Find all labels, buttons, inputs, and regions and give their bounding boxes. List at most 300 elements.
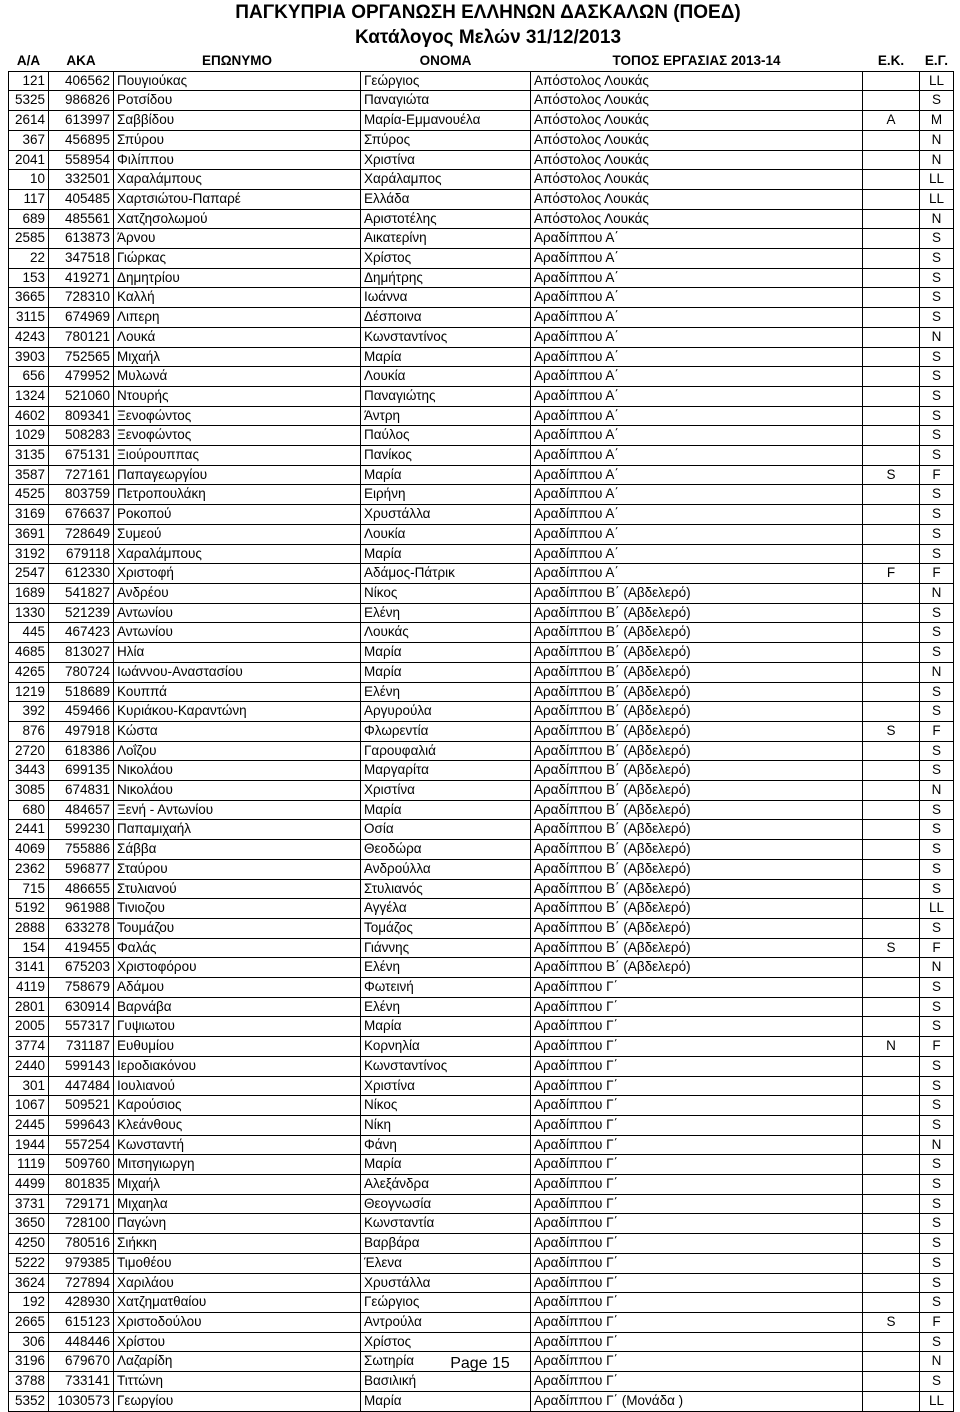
cell-workplace: Αραδίππου Β΄ (Αβδελερό) (531, 721, 863, 741)
table-row (9, 978, 954, 998)
cell-surname: Συμεού (114, 524, 361, 544)
cell-workplace: Αραδίππου Β΄ (Αβδελερό) (531, 840, 863, 860)
cell-aa: 3115 (9, 308, 49, 328)
cell-ek (863, 1391, 920, 1411)
cell-surname: Νικολάου (114, 781, 361, 801)
cell-ek (863, 485, 920, 505)
cell-aa: 3085 (9, 781, 49, 801)
cell-ek: S (863, 721, 920, 741)
cell-aka: 596877 (49, 859, 114, 879)
cell-ek (863, 1135, 920, 1155)
cell-ek (863, 1273, 920, 1293)
table-row (9, 899, 954, 919)
cell-eg: F (920, 564, 954, 584)
cell-name: Λουκάς (361, 623, 531, 643)
cell-aka: 613997 (49, 111, 114, 131)
cell-workplace: Απόστολος Λουκάς (531, 150, 863, 170)
cell-aa: 3192 (9, 544, 49, 564)
cell-aa: 3587 (9, 465, 49, 485)
cell-eg: S (920, 288, 954, 308)
table-row (9, 544, 954, 564)
cell-aa: 1067 (9, 1096, 49, 1116)
cell-ek (863, 1096, 920, 1116)
cell-aka: 486655 (49, 879, 114, 899)
cell-ek: A (863, 111, 920, 131)
cell-surname: Ξενή - Αντωνίου (114, 800, 361, 820)
table-row (9, 1056, 954, 1076)
cell-workplace: Αραδίππου Α΄ (531, 386, 863, 406)
cell-workplace: Αραδίππου Β΄ (Αβδελερό) (531, 741, 863, 761)
cell-workplace: Αραδίππου Α΄ (531, 446, 863, 466)
table-row (9, 268, 954, 288)
cell-ek (863, 859, 920, 879)
cell-name: Ιωάννα (361, 288, 531, 308)
cell-ek (863, 367, 920, 387)
cell-eg: S (920, 367, 954, 387)
cell-aa: 154 (9, 938, 49, 958)
cell-name: Μαρία (361, 465, 531, 485)
cell-eg: S (920, 1115, 954, 1135)
col-header-name: ΟΝΟΜΑ (361, 52, 531, 71)
cell-ek (863, 524, 920, 544)
cell-surname: Πουγιούκας (114, 71, 361, 91)
cell-name: Άντρη (361, 406, 531, 426)
cell-aa: 2041 (9, 150, 49, 170)
cell-ek (863, 327, 920, 347)
cell-eg: M (920, 111, 954, 131)
cell-eg: S (920, 997, 954, 1017)
cell-aka: 674969 (49, 308, 114, 328)
cell-eg: N (920, 150, 954, 170)
cell-workplace: Απόστολος Λουκάς (531, 209, 863, 229)
cell-ek (863, 91, 920, 111)
cell-aka: 557317 (49, 1017, 114, 1037)
cell-aka: 986826 (49, 91, 114, 111)
cell-aka: 728100 (49, 1214, 114, 1234)
cell-aka: 508283 (49, 426, 114, 446)
cell-eg: N (920, 209, 954, 229)
cell-ek (863, 209, 920, 229)
cell-eg: S (920, 268, 954, 288)
cell-workplace: Απόστολος Λουκάς (531, 71, 863, 91)
cell-surname: Χριστοφόρου (114, 958, 361, 978)
cell-name: Ελένη (361, 997, 531, 1017)
cell-aa: 121 (9, 71, 49, 91)
table-row (9, 209, 954, 229)
cell-aka: 428930 (49, 1293, 114, 1313)
cell-aa: 4685 (9, 643, 49, 663)
cell-ek (863, 71, 920, 91)
cell-name: Στυλιανός (361, 879, 531, 899)
cell-aa: 715 (9, 879, 49, 899)
cell-name: Αικατερίνη (361, 229, 531, 249)
table-row (9, 643, 954, 663)
cell-aka: 521239 (49, 603, 114, 623)
cell-surname: Γεωργίου (114, 1391, 361, 1411)
cell-name: Ελένη (361, 958, 531, 978)
cell-surname: Φιλίππου (114, 150, 361, 170)
cell-aa: 4499 (9, 1175, 49, 1195)
cell-surname: Χαραλάμπους (114, 170, 361, 190)
cell-eg: S (920, 741, 954, 761)
cell-aka: 979385 (49, 1253, 114, 1273)
cell-aa: 301 (9, 1076, 49, 1096)
cell-surname: Κυριάκου-Καραντώνη (114, 702, 361, 722)
cell-aa: 5192 (9, 899, 49, 919)
cell-ek (863, 406, 920, 426)
cell-workplace: Αραδίππου Γ΄ (531, 1096, 863, 1116)
cell-workplace: Αραδίππου Α΄ (531, 505, 863, 525)
cell-name: Μαρία-Εμμανουέλα (361, 111, 531, 131)
cell-ek (863, 800, 920, 820)
cell-workplace: Αραδίππου Γ΄ (531, 1135, 863, 1155)
cell-workplace: Απόστολος Λουκάς (531, 130, 863, 150)
cell-ek (863, 249, 920, 269)
cell-surname: Ηλία (114, 643, 361, 663)
cell-eg: S (920, 347, 954, 367)
cell-eg: S (920, 1253, 954, 1273)
cell-eg: LL (920, 189, 954, 209)
table-row (9, 189, 954, 209)
cell-ek (863, 130, 920, 150)
cell-workplace: Αραδίππου Γ΄ (531, 1332, 863, 1352)
cell-surname: Καρούσιος (114, 1096, 361, 1116)
cell-name: Κωνσταντίνος (361, 1056, 531, 1076)
cell-ek (863, 1017, 920, 1037)
cell-workplace: Αραδίππου Α΄ (531, 524, 863, 544)
cell-workplace: Αραδίππου Α΄ (531, 347, 863, 367)
table-row (9, 288, 954, 308)
table-row (9, 91, 954, 111)
cell-ek (863, 189, 920, 209)
cell-surname: Σταύρου (114, 859, 361, 879)
cell-aka: 755886 (49, 840, 114, 860)
cell-ek (863, 1115, 920, 1135)
cell-eg: S (920, 702, 954, 722)
cell-name: Ελένη (361, 603, 531, 623)
cell-name: Μαρία (361, 643, 531, 663)
cell-workplace: Αραδίππου Γ΄ (531, 1076, 863, 1096)
cell-ek (863, 997, 920, 1017)
table-row (9, 958, 954, 978)
page-subtitle: Κατάλογος Μελών 31/12/2013 (354, 27, 622, 48)
table-row (9, 840, 954, 860)
table-row (9, 229, 954, 249)
cell-ek (863, 288, 920, 308)
cell-eg: S (920, 840, 954, 860)
cell-name: Γαρουφαλιά (361, 741, 531, 761)
table-row (9, 308, 954, 328)
cell-surname: Ξενοφώντος (114, 426, 361, 446)
table-row (9, 111, 954, 131)
cell-surname: Σιήκκη (114, 1234, 361, 1254)
cell-workplace: Αραδίππου Β΄ (Αβδελερό) (531, 702, 863, 722)
cell-surname: Πετροπουλάκη (114, 485, 361, 505)
cell-aa: 3774 (9, 1037, 49, 1057)
cell-eg: N (920, 327, 954, 347)
cell-aa: 4069 (9, 840, 49, 860)
cell-ek (863, 1332, 920, 1352)
cell-name: Αριστοτέλης (361, 209, 531, 229)
cell-workplace: Απόστολος Λουκάς (531, 189, 863, 209)
cell-aka: 618386 (49, 741, 114, 761)
table-row (9, 997, 954, 1017)
cell-workplace: Αραδίππου Α΄ (531, 268, 863, 288)
cell-workplace: Απόστολος Λουκάς (531, 111, 863, 131)
col-header-ek: Ε.Κ. (863, 52, 920, 71)
cell-aa: 2888 (9, 918, 49, 938)
cell-name: Αργυρούλα (361, 702, 531, 722)
cell-aa: 3169 (9, 505, 49, 525)
cell-name: Σωτηρία (361, 1352, 531, 1372)
table-row (9, 781, 954, 801)
cell-aka: 459466 (49, 702, 114, 722)
cell-name: Βασιλική (361, 1372, 531, 1392)
cell-surname: Φαλάς (114, 938, 361, 958)
cell-aka: 615123 (49, 1313, 114, 1333)
cell-aka: 419271 (49, 268, 114, 288)
cell-workplace: Αραδίππου Α΄ (531, 249, 863, 269)
cell-eg: S (920, 91, 954, 111)
cell-surname: Γιώρκας (114, 249, 361, 269)
cell-name: Δημήτρης (361, 268, 531, 288)
cell-aka: 679118 (49, 544, 114, 564)
cell-workplace: Αραδίππου Β΄ (Αβδελερό) (531, 800, 863, 820)
table-row (9, 1273, 954, 1293)
cell-aa: 5222 (9, 1253, 49, 1273)
cell-workplace: Αραδίππου Β΄ (Αβδελερό) (531, 899, 863, 919)
cell-workplace: Αραδίππου Γ΄ (531, 1313, 863, 1333)
cell-name: Μαρία (361, 347, 531, 367)
cell-eg: F (920, 1037, 954, 1057)
table-row (9, 406, 954, 426)
cell-ek (863, 170, 920, 190)
table-row (9, 721, 954, 741)
cell-aka: 613873 (49, 229, 114, 249)
cell-aka: 347518 (49, 249, 114, 269)
cell-ek (863, 446, 920, 466)
cell-aka: 612330 (49, 564, 114, 584)
cell-aa: 5352 (9, 1391, 49, 1411)
cell-ek (863, 1076, 920, 1096)
table-row (9, 130, 954, 150)
cell-eg: S (920, 800, 954, 820)
cell-name: Νίκη (361, 1115, 531, 1135)
table-row (9, 1214, 954, 1234)
cell-surname: Χριστοδούλου (114, 1313, 361, 1333)
cell-eg: S (920, 879, 954, 899)
cell-surname: Μιχαήλ (114, 347, 361, 367)
cell-aka: 728310 (49, 288, 114, 308)
cell-workplace: Αραδίππου Α΄ (531, 229, 863, 249)
cell-aka: 447484 (49, 1076, 114, 1096)
cell-name: Φωτεινή (361, 978, 531, 998)
cell-ek (863, 1175, 920, 1195)
cell-aka: 733141 (49, 1372, 114, 1392)
cell-name: Αλεξάνδρα (361, 1175, 531, 1195)
cell-aka: 599143 (49, 1056, 114, 1076)
cell-eg: S (920, 386, 954, 406)
cell-name: Ειρήνη (361, 485, 531, 505)
cell-eg: S (920, 1155, 954, 1175)
cell-aa: 445 (9, 623, 49, 643)
table-row (9, 800, 954, 820)
cell-workplace: Αραδίππου Β΄ (Αβδελερό) (531, 938, 863, 958)
cell-workplace: Αραδίππου Β΄ (Αβδελερό) (531, 761, 863, 781)
cell-aka: 541827 (49, 583, 114, 603)
cell-surname: Ξενοφώντος (114, 406, 361, 426)
cell-aa: 1330 (9, 603, 49, 623)
cell-workplace: Αραδίππου Γ΄ (531, 1352, 863, 1372)
table-row (9, 170, 954, 190)
cell-aka: 758679 (49, 978, 114, 998)
cell-aa: 3903 (9, 347, 49, 367)
page-number: Page 15 (450, 1355, 510, 1372)
cell-workplace: Αραδίππου Γ΄ (531, 1056, 863, 1076)
cell-surname: Κωνσταντή (114, 1135, 361, 1155)
cell-aka: 780516 (49, 1234, 114, 1254)
cell-name: Μαρία (361, 1391, 531, 1411)
cell-aka: 679670 (49, 1352, 114, 1372)
page-title: ΠΑΓΚΥΠΡΙΑ ΟΡΓΑΝΩΣΗ ΕΛΛΗΝΩΝ ΔΑΣΚΑΛΩΝ (ΠΟΕΔ) (235, 2, 741, 23)
cell-workplace: Αραδίππου Γ΄ (531, 1115, 863, 1135)
cell-surname: Παπαγεωργίου (114, 465, 361, 485)
cell-surname: Σάββα (114, 840, 361, 860)
cell-name: Κωνσταντία (361, 1214, 531, 1234)
cell-surname: Τινιοζου (114, 899, 361, 919)
cell-ek (863, 899, 920, 919)
cell-name: Τομάζος (361, 918, 531, 938)
cell-aa: 3665 (9, 288, 49, 308)
table-header (9, 52, 954, 71)
cell-aa: 4250 (9, 1234, 49, 1254)
cell-name: Χριστίνα (361, 150, 531, 170)
cell-workplace: Απόστολος Λουκάς (531, 91, 863, 111)
cell-surname: Γυψιωτου (114, 1017, 361, 1037)
cell-workplace: Αραδίππου Γ΄ (531, 1194, 863, 1214)
cell-ek (863, 1234, 920, 1254)
cell-eg: S (920, 1273, 954, 1293)
cell-name: Γεώργιος (361, 71, 531, 91)
cell-aka: 485561 (49, 209, 114, 229)
cell-surname: Ντουρής (114, 386, 361, 406)
cell-eg: S (920, 859, 954, 879)
cell-eg: LL (920, 170, 954, 190)
table-row (9, 524, 954, 544)
cell-eg: S (920, 249, 954, 269)
cell-workplace: Αραδίππου Α΄ (531, 426, 863, 446)
cell-aka: 521060 (49, 386, 114, 406)
cell-ek (863, 603, 920, 623)
cell-workplace: Αραδίππου Γ΄ (Μονάδα ) (531, 1391, 863, 1411)
table-row (9, 938, 954, 958)
cell-aa: 117 (9, 189, 49, 209)
cell-eg: S (920, 505, 954, 525)
cell-aka: 674831 (49, 781, 114, 801)
table-row (9, 1313, 954, 1333)
cell-workplace: Αραδίππου Γ΄ (531, 1155, 863, 1175)
cell-workplace: Αραδίππου Β΄ (Αβδελερό) (531, 643, 863, 663)
cell-surname: Μιχαηλα (114, 1194, 361, 1214)
cell-eg: N (920, 662, 954, 682)
table-row (9, 741, 954, 761)
table-row (9, 347, 954, 367)
cell-aa: 3135 (9, 446, 49, 466)
cell-eg: S (920, 820, 954, 840)
cell-workplace: Αραδίππου Γ΄ (531, 1234, 863, 1254)
cell-aa: 10 (9, 170, 49, 190)
cell-aka: 509760 (49, 1155, 114, 1175)
table-row (9, 1135, 954, 1155)
cell-surname: Ιουλιανού (114, 1076, 361, 1096)
cell-surname: Ιωάννου-Αναστασίου (114, 662, 361, 682)
table-row (9, 682, 954, 702)
cell-name: Κορνηλία (361, 1037, 531, 1057)
cell-aka: 509521 (49, 1096, 114, 1116)
cell-surname: Χαραλάμπους (114, 544, 361, 564)
table-row (9, 603, 954, 623)
cell-workplace: Αραδίππου Γ΄ (531, 1372, 863, 1392)
cell-ek (863, 426, 920, 446)
table-row (9, 761, 954, 781)
cell-eg: S (920, 446, 954, 466)
cell-ek (863, 761, 920, 781)
cell-aka: 599230 (49, 820, 114, 840)
cell-eg: N (920, 583, 954, 603)
cell-aa: 22 (9, 249, 49, 269)
col-header-eg: Ε.Γ. (920, 52, 954, 71)
col-header-workplace: ΤΟΠΟΣ ΕΡΓΑΣΙΑΣ 2013-14 (531, 52, 863, 71)
cell-surname: Στυλιανού (114, 879, 361, 899)
cell-eg: S (920, 1017, 954, 1037)
cell-name: Μαρία (361, 800, 531, 820)
cell-aka: 727161 (49, 465, 114, 485)
cell-aa: 1119 (9, 1155, 49, 1175)
cell-workplace: Αραδίππου Α΄ (531, 327, 863, 347)
cell-aa: 192 (9, 1293, 49, 1313)
cell-ek (863, 1194, 920, 1214)
cell-ek (863, 268, 920, 288)
table-row (9, 1253, 954, 1273)
cell-name: Μαρία (361, 544, 531, 564)
cell-ek: S (863, 938, 920, 958)
cell-aka: 731187 (49, 1037, 114, 1057)
cell-eg: LL (920, 71, 954, 91)
cell-aka: 558954 (49, 150, 114, 170)
cell-workplace: Αραδίππου Γ΄ (531, 1214, 863, 1234)
cell-eg: S (920, 603, 954, 623)
cell-aa: 392 (9, 702, 49, 722)
cell-name: Έλενα (361, 1253, 531, 1273)
cell-workplace: Αραδίππου Α΄ (531, 406, 863, 426)
cell-eg: S (920, 1096, 954, 1116)
cell-ek (863, 781, 920, 801)
cell-name: Νίκος (361, 583, 531, 603)
col-header-aa: Α/Α (9, 52, 49, 71)
cell-workplace: Αραδίππου Β΄ (Αβδελερό) (531, 781, 863, 801)
cell-aa: 2362 (9, 859, 49, 879)
cell-name: Ελλάδα (361, 189, 531, 209)
cell-surname: Σαββίδου (114, 111, 361, 131)
cell-aa: 1324 (9, 386, 49, 406)
cell-aka: 727894 (49, 1273, 114, 1293)
cell-workplace: Αραδίππου Γ΄ (531, 1175, 863, 1195)
cell-aka: 497918 (49, 721, 114, 741)
cell-aa: 3691 (9, 524, 49, 544)
cell-name: Λουκία (361, 524, 531, 544)
cell-workplace: Αραδίππου Α΄ (531, 564, 863, 584)
cell-ek (863, 505, 920, 525)
